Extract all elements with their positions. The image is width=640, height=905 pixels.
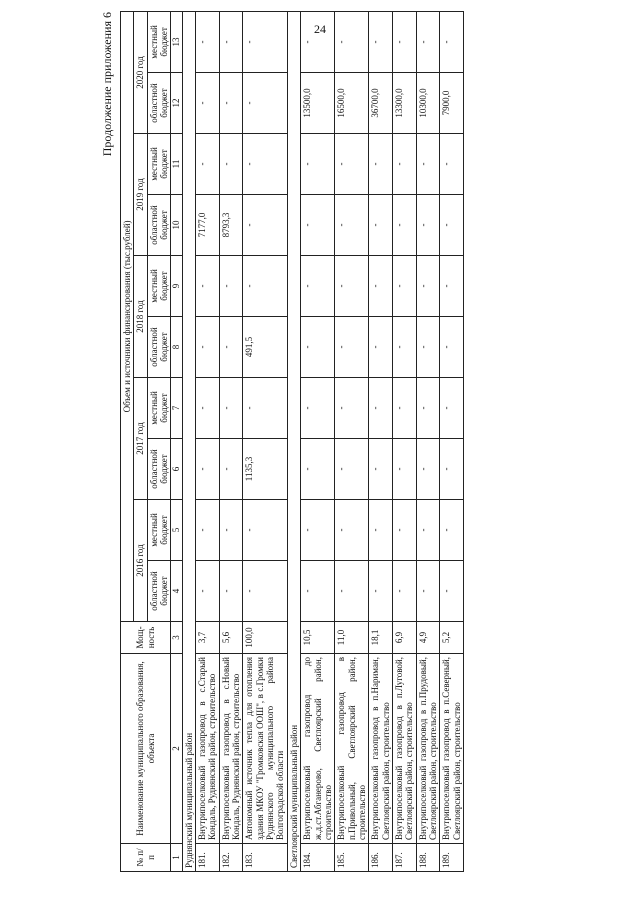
budget-value: - — [392, 378, 416, 439]
header-local-budget: местный бюджет — [147, 378, 171, 439]
row-number: 181. — [196, 844, 220, 872]
budget-value: - — [369, 11, 393, 72]
budget-value: - — [301, 317, 335, 378]
budget-value: - — [301, 256, 335, 317]
budget-value: - — [219, 317, 243, 378]
column-number: 6 — [171, 439, 182, 500]
budget-value: - — [219, 134, 243, 195]
budget-value: 36700,0 — [369, 73, 393, 134]
header-name: Наименование муниципального образования, объекта — [121, 654, 171, 844]
budget-value: - — [243, 11, 287, 72]
budget-value: - — [243, 195, 287, 256]
rotated-content — [100, 12, 628, 872]
budget-value: - — [335, 11, 369, 72]
budget-value: - — [440, 11, 464, 72]
budget-value: - — [243, 561, 287, 622]
budget-value: - — [369, 256, 393, 317]
budget-value: - — [196, 134, 220, 195]
budget-value: - — [196, 439, 220, 500]
budget-value: - — [369, 134, 393, 195]
header-regional-budget: областной бюджет — [147, 195, 171, 256]
budget-value: 10300,0 — [416, 73, 440, 134]
column-number: 5 — [171, 500, 182, 561]
table-row — [196, 11, 220, 871]
object-name: Внутрипоселковый газопровод в п.Привольный, Светлоярский район, строительство — [335, 654, 369, 844]
budget-value: - — [440, 500, 464, 561]
budget-value: - — [335, 256, 369, 317]
budget-value: 16500,0 — [335, 73, 369, 134]
budget-value: - — [392, 561, 416, 622]
row-number: 182. — [219, 844, 243, 872]
object-name: Внутрипоселковый газопровод в с.Новый Кондаль, Руднянский район, строительство — [219, 654, 243, 844]
row-number: 189. — [440, 844, 464, 872]
budget-value: - — [243, 73, 287, 134]
row-number: 183. — [243, 844, 287, 872]
budget-value: 7177,0 — [196, 195, 220, 256]
budget-value: - — [440, 439, 464, 500]
budget-value: - — [335, 500, 369, 561]
header-local-budget: местный бюджет — [147, 256, 171, 317]
budget-value: 1135,3 — [243, 439, 287, 500]
budget-value: - — [196, 500, 220, 561]
budget-value: - — [416, 134, 440, 195]
budget-value: - — [369, 561, 393, 622]
column-number: 7 — [171, 378, 182, 439]
object-name: Автономный источник тепла для отопления здания МКОУ "Громковская ООШ", в с.Громки Руднянского муниципального района Волгоградской области — [243, 654, 287, 844]
budget-value: - — [440, 317, 464, 378]
region-row — [287, 11, 300, 871]
budget-value: - — [219, 561, 243, 622]
header-regional-budget: областной бюджет — [147, 73, 171, 134]
column-numbers-row — [171, 11, 182, 871]
budget-value: - — [392, 195, 416, 256]
budget-value: - — [392, 11, 416, 72]
column-number: 3 — [171, 622, 182, 654]
table-row — [219, 11, 243, 871]
budget-value: - — [369, 378, 393, 439]
budget-value: - — [392, 134, 416, 195]
budget-value: - — [335, 317, 369, 378]
capacity-value: 5,2 — [440, 622, 464, 654]
budget-value: - — [335, 134, 369, 195]
budget-value: - — [440, 378, 464, 439]
table-row — [243, 11, 287, 871]
budget-value: - — [440, 256, 464, 317]
table-row — [392, 11, 416, 871]
budget-value: - — [243, 134, 287, 195]
column-number: 4 — [171, 561, 182, 622]
header-local-budget: местный бюджет — [147, 11, 171, 72]
budget-value: - — [392, 500, 416, 561]
column-number: 13 — [171, 11, 182, 72]
header-financing: Объем и источники финансирования (тыс.рублей) — [121, 11, 134, 621]
header-regional-budget: областной бюджет — [147, 317, 171, 378]
row-number: 184. — [301, 844, 335, 872]
budget-value: - — [243, 256, 287, 317]
budget-value: - — [196, 561, 220, 622]
capacity-value: 3,7 — [196, 622, 220, 654]
object-name: Внутрипоселковый газопровод в п.Северный, Светлоярский район, строительство — [440, 654, 464, 844]
row-number: 187. — [392, 844, 416, 872]
row-number: 188. — [416, 844, 440, 872]
budget-value: - — [301, 439, 335, 500]
header-no: № п/п — [121, 844, 171, 872]
object-name: Внутрипоселковый газопровод в п.Луговой, Светлоярский район, строительство — [392, 654, 416, 844]
budget-value: - — [196, 73, 220, 134]
budget-value: - — [369, 500, 393, 561]
object-name: Внутрипоселковый газопровод в п.Прудовый, Светлоярский район, строительство — [416, 654, 440, 844]
header-year-2017: 2017 год — [134, 378, 147, 500]
budget-value: - — [219, 11, 243, 72]
budget-value: 491,5 — [243, 317, 287, 378]
budget-value: - — [416, 317, 440, 378]
table-body — [182, 11, 463, 871]
budget-value: 13300,0 — [392, 73, 416, 134]
column-number: 12 — [171, 73, 182, 134]
budget-value: - — [392, 439, 416, 500]
header-year-2020: 2020 год — [134, 11, 147, 133]
header-year-2016: 2016 год — [134, 500, 147, 622]
header-year-2018: 2018 год — [134, 256, 147, 378]
header-capacity: Мощ-ность — [121, 622, 171, 654]
table-row — [301, 11, 335, 871]
column-number: 10 — [171, 195, 182, 256]
budget-value: - — [416, 195, 440, 256]
capacity-value: 100,0 — [243, 622, 287, 654]
object-name: Внутрипоселковый газопровод до ж.д.ст.Абганерово, Светлоярский район, строительство — [301, 654, 335, 844]
row-number: 186. — [369, 844, 393, 872]
budget-value: - — [416, 500, 440, 561]
budget-value: - — [440, 561, 464, 622]
budget-value: - — [301, 561, 335, 622]
header-local-budget: местный бюджет — [147, 500, 171, 561]
budget-value: - — [196, 317, 220, 378]
budget-value: - — [392, 317, 416, 378]
budget-value: - — [335, 439, 369, 500]
budget-value: - — [416, 561, 440, 622]
budget-value: - — [416, 256, 440, 317]
row-number: 185. — [335, 844, 369, 872]
table-row — [416, 11, 440, 871]
budget-value: - — [440, 134, 464, 195]
budget-value: - — [196, 256, 220, 317]
budget-value: - — [335, 561, 369, 622]
capacity-value: 11,0 — [335, 622, 369, 654]
budget-value: 8793,3 — [219, 195, 243, 256]
budget-value: - — [243, 500, 287, 561]
budget-value: - — [196, 11, 220, 72]
region-title: Светлоярский муниципальный район — [287, 11, 300, 871]
header-regional-budget: областной бюджет — [147, 561, 171, 622]
budget-value: 13500,0 — [301, 73, 335, 134]
budget-value: - — [416, 439, 440, 500]
budget-value: - — [219, 439, 243, 500]
budget-value: - — [335, 378, 369, 439]
table-row — [440, 11, 464, 871]
budget-value: - — [301, 134, 335, 195]
page-number-top: 24 — [314, 22, 326, 36]
table-row — [335, 11, 369, 871]
column-number: 2 — [171, 654, 182, 844]
budget-value: - — [416, 378, 440, 439]
budget-value: 7900,0 — [440, 73, 464, 134]
header-regional-budget: областной бюджет — [147, 439, 171, 500]
budget-value: - — [335, 195, 369, 256]
column-number: 9 — [171, 256, 182, 317]
header-year-2019: 2019 год — [134, 134, 147, 256]
capacity-value: 10,5 — [301, 622, 335, 654]
capacity-value: 6,9 — [392, 622, 416, 654]
capacity-value: 18,1 — [369, 622, 393, 654]
capacity-value: 5,6 — [219, 622, 243, 654]
financing-table — [120, 11, 464, 872]
object-name: Внутрипоселковый газопровод в п.Нариман, Светлоярский район, строительство — [369, 654, 393, 844]
continuation-label: Продолжение приложения 6 — [100, 12, 114, 157]
budget-value: - — [196, 378, 220, 439]
budget-value: - — [301, 500, 335, 561]
budget-value: - — [243, 378, 287, 439]
budget-value: - — [369, 439, 393, 500]
region-title: Руднянский муниципальный район — [182, 11, 195, 871]
budget-value: - — [219, 73, 243, 134]
budget-value: - — [301, 378, 335, 439]
budget-value: - — [301, 11, 335, 72]
column-number: 11 — [171, 134, 182, 195]
table-row — [369, 11, 393, 871]
budget-value: - — [369, 317, 393, 378]
budget-value: - — [440, 195, 464, 256]
header-local-budget: местный бюджет — [147, 134, 171, 195]
object-name: Внутрипоселковый газопровод в с.Старый Кондаль, Руднянский район, строительство — [196, 654, 220, 844]
budget-value: - — [219, 500, 243, 561]
column-number: 1 — [171, 844, 182, 872]
region-row — [182, 11, 195, 871]
budget-value: - — [392, 256, 416, 317]
budget-value: - — [369, 195, 393, 256]
budget-value: - — [301, 195, 335, 256]
budget-value: - — [219, 378, 243, 439]
budget-value: - — [416, 11, 440, 72]
budget-value: - — [219, 256, 243, 317]
column-number: 8 — [171, 317, 182, 378]
capacity-value: 4,9 — [416, 622, 440, 654]
